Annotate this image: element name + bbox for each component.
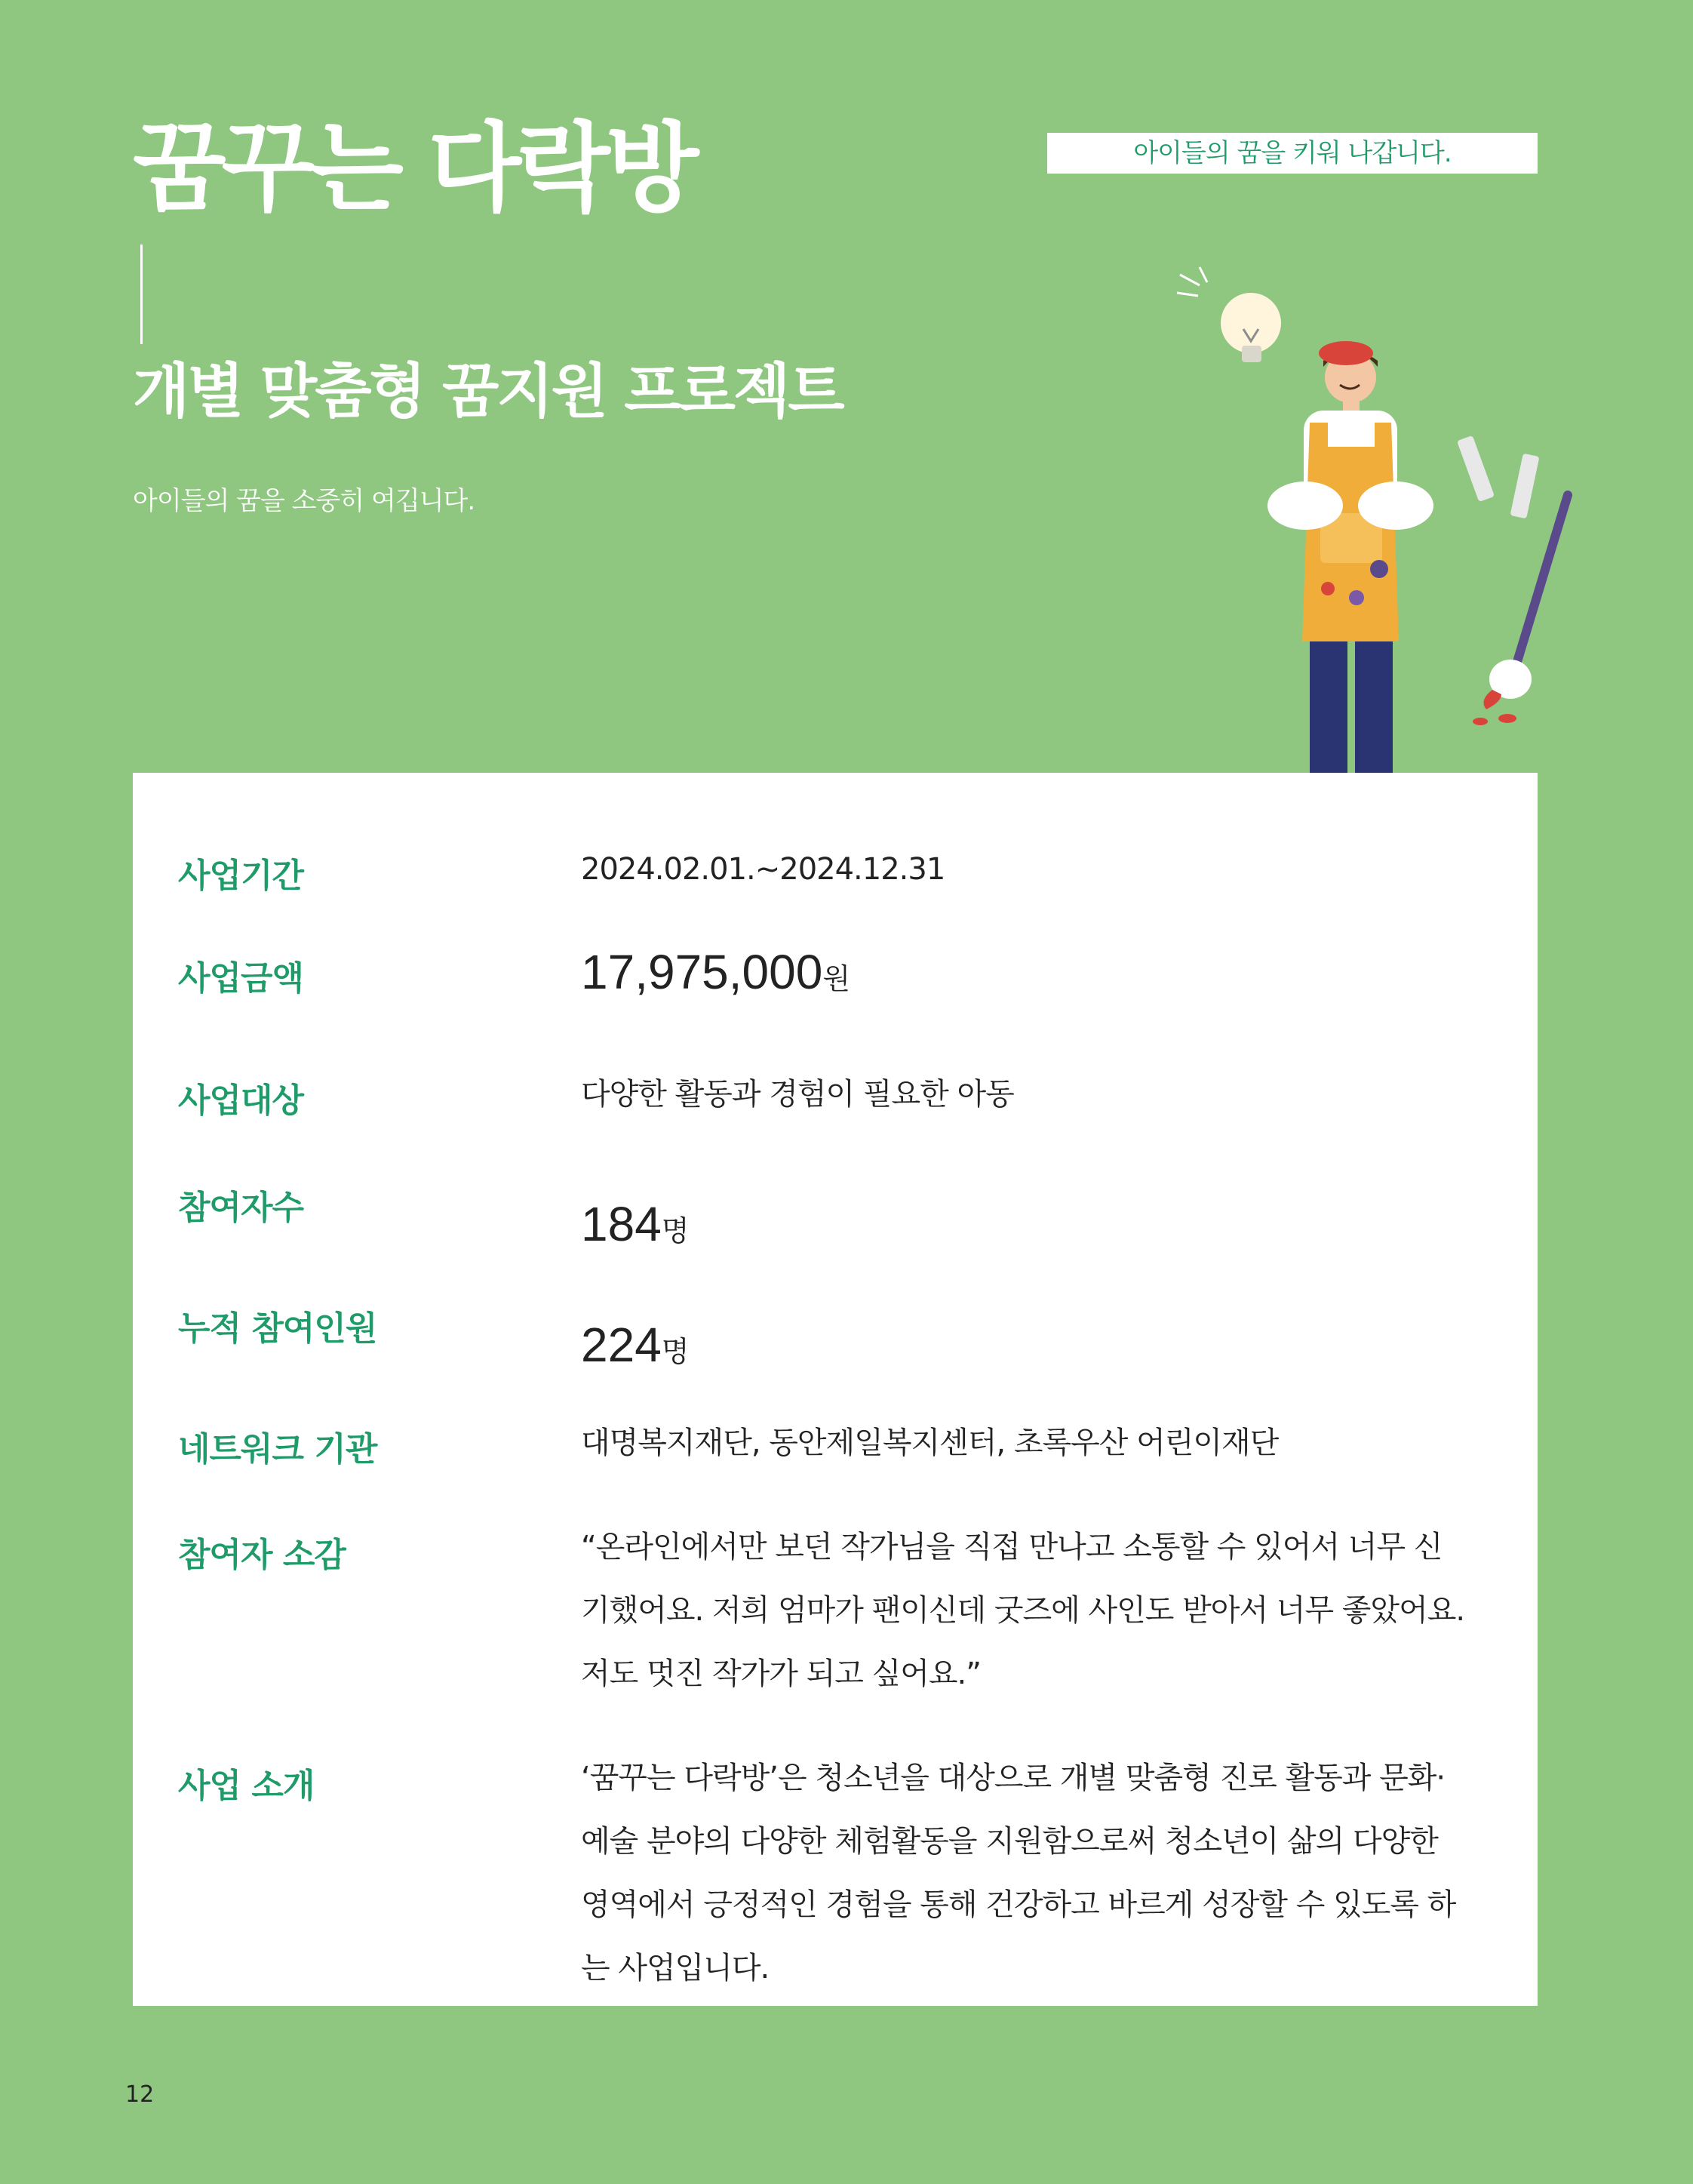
- participants-value: [581, 1195, 1470, 1253]
- cumulative-number: 224: [581, 1318, 662, 1372]
- cumulative-unit: 명: [661, 1335, 689, 1368]
- participants-unit: 명: [661, 1214, 689, 1247]
- cumulative-label: 누적 참여인원: [178, 1309, 377, 1348]
- paint-tubes-icon: [1457, 435, 1540, 519]
- cumulative-value: [581, 1316, 1470, 1374]
- review-value: “온라인에서만 보던 작가님을 직접 만나고 소통할 수 있어서 너무 신기했어요. 저희 엄마가 팬이신데 굿즈에 사인도 받아서 너무 좋았어요. 저도 멋진 작가가 되고 싶어요.”: [581, 1530, 1465, 1691]
- amount-number: 17,975,000: [581, 945, 823, 999]
- period-value: 2024.02.01.~2024.12.31: [581, 852, 945, 887]
- network-value: 대명복지재단, 동안제일복지센터, 초록우산 어린이재단: [581, 1426, 1279, 1460]
- page-number: 12: [125, 2081, 155, 2108]
- tagline: 아이들의 꿈을 소중히 여깁니다.: [133, 486, 475, 516]
- painter-with-lightbulb-and-brush-illustration: [1169, 257, 1592, 815]
- period-label: 사업기간: [178, 857, 304, 895]
- page-title: 꿈꾸는 다락방: [133, 112, 695, 225]
- slogan-badge: 아이들의 꿈을 키워 나갑니다.: [1047, 133, 1538, 174]
- target-value: 다양한 활동과 경험이 필요한 아동: [581, 1077, 1014, 1112]
- amount-label: 사업금액: [178, 959, 304, 998]
- intro-value: ‘꿈꾸는 다락방’은 청소년을 대상으로 개별 맞춤형 진로 활동과 문화·예술 분야의 다양한 체험활동을 지원함으로써 청소년이 삶의 다양한 영역에서 긍정적인 경험을 통해 건강하고 바르게 성장할 수 있도록 하는 사업입니다.: [581, 1761, 1456, 1986]
- paintbrush-icon: [1473, 495, 1568, 725]
- painter-body: [1267, 411, 1433, 801]
- network-label: 네트워크 기관: [178, 1430, 377, 1469]
- intro-label: 사업 소개: [178, 1767, 315, 1805]
- page-subtitle: 개별 맞춤형 꿈지원 프로젝트: [133, 358, 843, 426]
- participants-number: 184: [581, 1197, 662, 1251]
- painter-head: [1319, 341, 1378, 412]
- title-divider: [140, 245, 143, 344]
- review-label: 참여자 소감: [178, 1536, 346, 1574]
- target-label: 사업대상: [178, 1081, 304, 1120]
- project-details-card: [133, 773, 1538, 2006]
- amount-unit: 원: [822, 962, 850, 995]
- lightbulb-icon: [1177, 267, 1281, 362]
- participants-label: 참여자수: [178, 1189, 304, 1227]
- amount-value: [581, 943, 1470, 1001]
